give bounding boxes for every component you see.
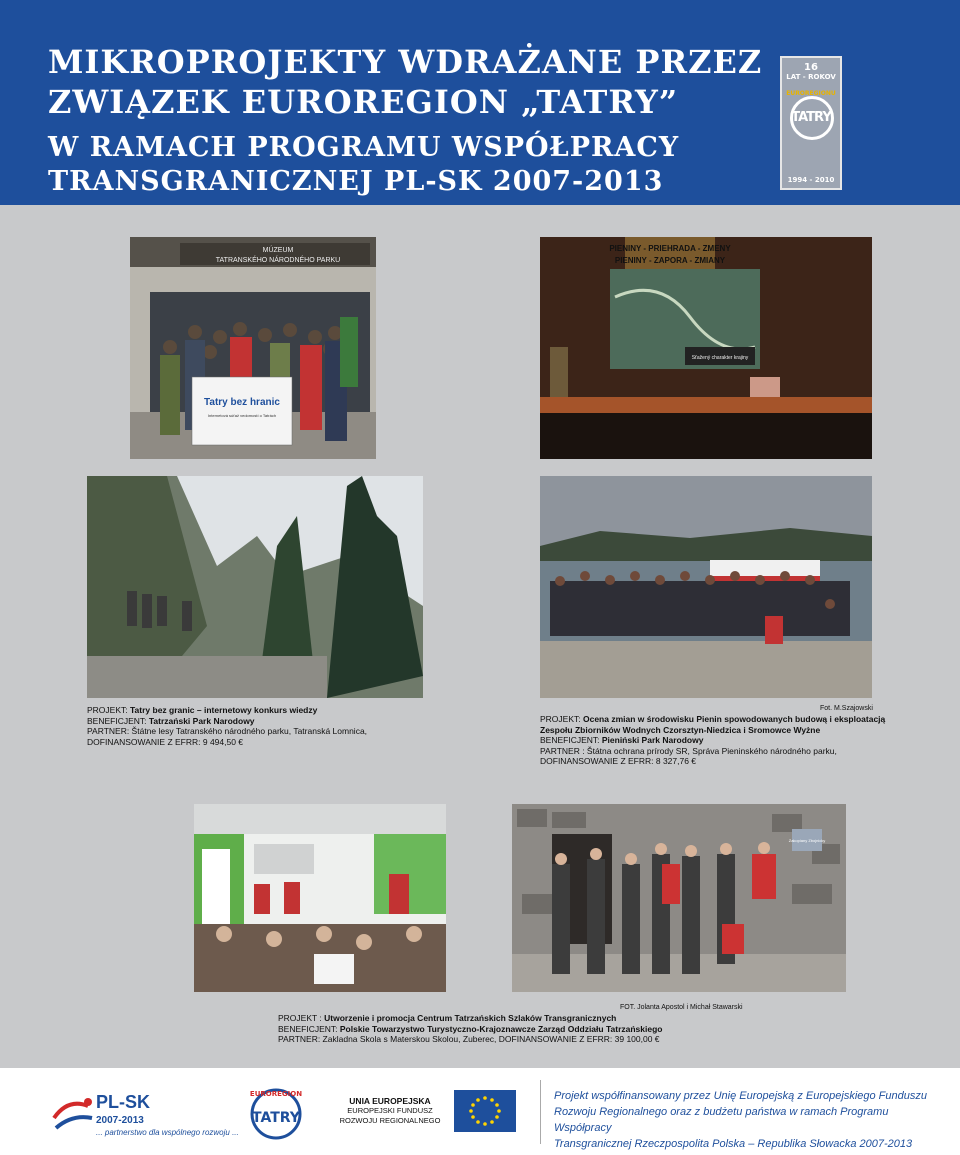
- euroregion-tatry-logo-icon: [246, 1082, 306, 1142]
- photo-lecture-hall: [540, 237, 872, 459]
- project2-beneficiary: Pieniński Park Narodowy: [601, 735, 704, 745]
- project2-partner: PARTNER : Štátna ochrana prírody SR, Správa Pieninského národného parku,: [540, 745, 837, 756]
- project3-beneficiary: Polskie Towarzystwo Turystyczno-Krajoznawcze Zarząd Oddziału Tatrzańskiego: [339, 1023, 663, 1034]
- title-line-2: ZWIĄZEK EUROREGION „TATRY”: [48, 83, 679, 121]
- cofin-line-1: Projekt współfinansowany przez Unię Europejską z Europejskiego Funduszu: [554, 1090, 927, 1102]
- eu-line-3: ROZWOJU REGIONALNEGO: [339, 1116, 441, 1125]
- title-line-1: MIKROPROJEKTY WDRAŻANE PRZEZ: [48, 43, 763, 81]
- cofinancing-statement: [554, 1088, 934, 1152]
- project2-label: PROJEKT:: [540, 714, 583, 724]
- badge-year-range: 1994 - 2010: [787, 176, 835, 184]
- tatry-word: TATRY: [252, 1110, 300, 1126]
- project1-beneficiary-label: BENEFICJENT:: [87, 715, 149, 726]
- project2-beneficiary-label: BENEFICJENT:: [540, 735, 602, 745]
- badge-tatry: TATRY: [791, 110, 831, 125]
- project3-partner-funding: PARTNER: Zakladna Skola s Materskou Skolou, Zuberec, DOFINANSOWANIE Z EFRR: 39 100,00 €: [278, 1034, 660, 1044]
- photo-classroom: [194, 804, 446, 992]
- museum-sign-1: MÚZEUM: [262, 247, 294, 254]
- title-line-3: W RAMACH PROGRAMU WSPÓŁPRACY: [48, 132, 680, 163]
- cofin-line-3: Transgranicznej Rzeczpospolita Polska – Republika Słowacka 2007-2013: [554, 1138, 913, 1150]
- slide-title-2: PIENINY - ZAPORA - ZMIANY: [614, 256, 726, 265]
- euroregion-word: EUROREGION: [249, 1090, 303, 1098]
- project3-name: Utworzenie i promocja Centrum Tatrzańskich Szlaków Transgranicznych: [324, 1013, 617, 1023]
- badge-euroregion: EUROREGIONU: [786, 90, 836, 97]
- eu-fund-label: [330, 1096, 450, 1126]
- cofin-line-2: Rozwoju Regionalnego oraz z budżetu państwa w ramach Programu Współpracy: [554, 1106, 889, 1134]
- project3-beneficiary-label: BENEFICJENT:: [278, 1023, 340, 1034]
- plsk-tagline: ... partnerstwo dla wspólnego rozwoju ...: [96, 1128, 239, 1137]
- project1-beneficiary-line: [87, 716, 467, 727]
- banner-sub: Internetová súťaž vedomostí o Tatrách: [207, 413, 277, 418]
- plsk-years: 2007-2013: [96, 1115, 144, 1126]
- project1-caption: [87, 705, 467, 747]
- badge-years-label: LAT - ROKOV: [786, 73, 836, 81]
- poster-footer: [0, 1068, 960, 1155]
- project1-title-line: [87, 705, 467, 716]
- project3-photo-credit: FOT. Jolanta Apostol i Michał Stawarski: [620, 1004, 743, 1011]
- project1-funding: DOFINANSOWANIE Z EFRR: 9 494,50 €: [87, 736, 244, 747]
- badge-number: 16: [804, 62, 818, 73]
- project2-beneficiary-line: [540, 735, 900, 746]
- eu-flag-icon: [454, 1090, 516, 1132]
- photo-museum-group: [130, 237, 376, 459]
- project1-name: Tatry bez granic – internetowy konkurs wiedzy: [129, 705, 318, 715]
- photo-hikers-building: [512, 804, 846, 992]
- project2-name-2: Zespołu Zbiorników Wodnych Czorsztyn-Niedzica i Sromowce Wyżne: [540, 724, 821, 735]
- project2-name-1: Ocena zmian w środowisku Pienin spowodowanych budową i eksploatacją: [582, 714, 886, 724]
- banner-text: Tatry bez hranic: [204, 397, 280, 408]
- photo-mountain-trail: [87, 476, 423, 698]
- footer-divider: [540, 1080, 541, 1144]
- project3-caption: [278, 1013, 798, 1045]
- project2-title-line-2: [540, 725, 900, 736]
- plsk-title: PL-SK: [96, 1092, 150, 1112]
- project2-title-line-1: [540, 714, 900, 725]
- trail-sign: Zakopiany Zbojnicky: [788, 838, 826, 843]
- anniversary-badge: [780, 56, 842, 190]
- project3-beneficiary-line: [278, 1024, 798, 1035]
- project1-partner: PARTNER: Štátne lesy Tatranského národného parku, Tatranská Lomnica,: [87, 726, 368, 736]
- project3-label: PROJEKT :: [278, 1013, 325, 1023]
- project1-label: PROJEKT:: [87, 705, 130, 715]
- museum-sign-2: TATRANSKÉHO NÁRODNÉHO PARKU: [215, 257, 341, 264]
- project2-caption: [540, 714, 900, 767]
- project2-funding: DOFINANSOWANIE Z EFRR: 8 327,76 €: [540, 756, 697, 766]
- title-line-4: TRANSGRANICZNEJ PL-SK 2007-2013: [48, 166, 664, 197]
- slide-caption: Sťažený charakter krajiny: [691, 355, 749, 361]
- photo-lake-group: [540, 476, 872, 698]
- project2-photo-credit: Fot. M.Szajowski: [820, 705, 873, 712]
- slide-title-1: PIENINY - PRIEHRADA - ZMENY: [609, 244, 731, 253]
- project3-title-line: [278, 1013, 798, 1024]
- project1-beneficiary: Tatrzański Park Narodowy: [148, 715, 255, 726]
- poster-header: [0, 0, 960, 205]
- eu-line-1: UNIA EUROPEJSKA: [349, 1096, 431, 1106]
- eu-line-2: EUROPEJSKI FUNDUSZ: [347, 1106, 433, 1115]
